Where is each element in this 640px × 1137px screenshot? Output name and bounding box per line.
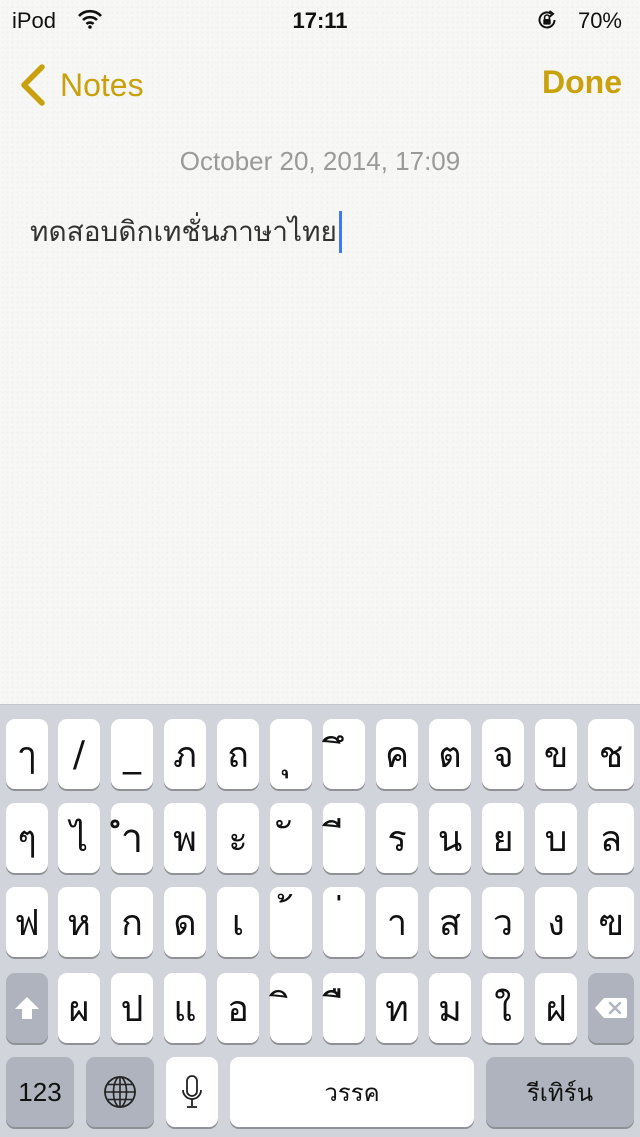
key[interactable]: ต [429, 719, 471, 789]
key[interactable]: า [376, 887, 418, 957]
key[interactable]: ช [588, 719, 634, 789]
note-text: ทดสอบดิกเทชั่นภาษาไทย [30, 215, 337, 248]
key[interactable]: ข [535, 719, 577, 789]
backspace-icon [594, 996, 628, 1020]
numbers-key[interactable]: 123 [6, 1057, 74, 1127]
thai-keyboard [0, 704, 640, 1137]
key[interactable]: ฝ [535, 973, 577, 1043]
key[interactable] [323, 803, 365, 873]
key[interactable]: ท [376, 973, 418, 1043]
text-cursor [339, 211, 342, 253]
key[interactable] [323, 887, 365, 957]
delete-key[interactable] [588, 973, 634, 1043]
key[interactable]: / [58, 719, 100, 789]
chevron-left-icon [18, 63, 48, 107]
key[interactable]: ๆ [6, 803, 48, 873]
key[interactable]: ป [111, 973, 153, 1043]
key[interactable] [323, 719, 365, 789]
key[interactable] [270, 719, 312, 789]
key[interactable]: ไ [58, 803, 100, 873]
key[interactable]: ใ [482, 973, 524, 1043]
space-key[interactable]: วรรค [230, 1057, 474, 1127]
key[interactable]: ๅ [6, 719, 48, 789]
dictation-key[interactable] [166, 1057, 218, 1127]
key[interactable]: ว [482, 887, 524, 957]
key[interactable]: ส [429, 887, 471, 957]
key[interactable] [270, 887, 312, 957]
battery-percentage: 70% [577, 8, 622, 33]
note-text-area[interactable] [30, 206, 620, 258]
globe-icon [103, 1075, 137, 1109]
key[interactable]: ะ [217, 803, 259, 873]
key[interactable]: ด [164, 887, 206, 957]
back-button[interactable] [18, 62, 144, 108]
key[interactable]: จ [482, 719, 524, 789]
key[interactable]: แ [164, 973, 206, 1043]
key[interactable]: ห [58, 887, 100, 957]
shift-key[interactable] [6, 973, 48, 1043]
key[interactable]: น [429, 803, 471, 873]
globe-key[interactable] [86, 1057, 154, 1127]
key[interactable]: ร [376, 803, 418, 873]
rotation-lock-icon [536, 9, 558, 31]
key[interactable] [270, 803, 312, 873]
return-key[interactable]: รีเทิร์น [486, 1057, 634, 1127]
key[interactable]: _ [111, 719, 153, 789]
key[interactable]: อ [217, 973, 259, 1043]
key[interactable] [323, 973, 365, 1043]
note-date: October 20, 2014, 17:09 [179, 146, 461, 176]
clock: 17:11 [292, 8, 348, 33]
key[interactable]: ผ [58, 973, 100, 1043]
shift-arrow-icon [12, 994, 42, 1022]
key[interactable]: ำ [111, 803, 153, 873]
key[interactable]: ภ [164, 719, 206, 789]
status-bar [0, 0, 640, 40]
key[interactable]: ง [535, 887, 577, 957]
key[interactable] [270, 973, 312, 1043]
microphone-icon [181, 1074, 203, 1110]
key[interactable]: ฃ [588, 887, 634, 957]
key[interactable]: ก [111, 887, 153, 957]
key[interactable]: ค [376, 719, 418, 789]
carrier-label: iPod [12, 8, 57, 33]
key[interactable]: พ [164, 803, 206, 873]
key[interactable]: ย [482, 803, 524, 873]
back-button-label: Notes [60, 66, 144, 103]
key[interactable]: ถ [217, 719, 259, 789]
key[interactable]: บ [535, 803, 577, 873]
done-button[interactable]: Done [542, 64, 622, 100]
key[interactable]: เ [217, 887, 259, 957]
key[interactable]: ฟ [6, 887, 48, 957]
key[interactable]: ม [429, 973, 471, 1043]
key[interactable]: ล [588, 803, 634, 873]
